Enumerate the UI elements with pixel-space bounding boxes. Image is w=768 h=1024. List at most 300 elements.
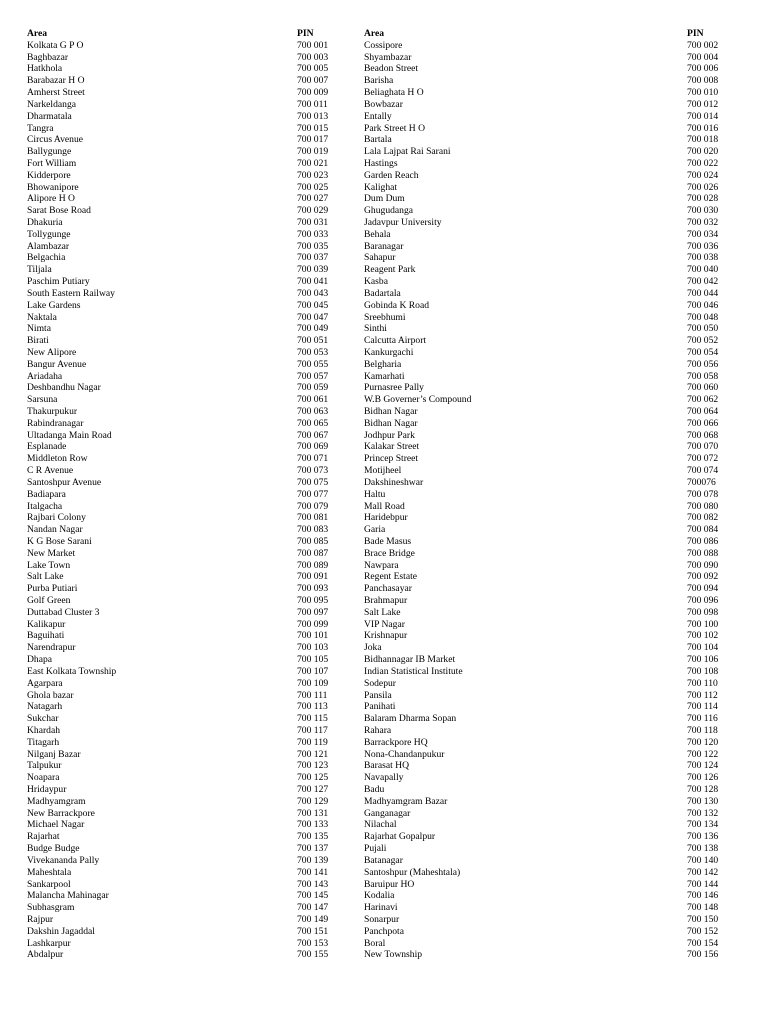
area-name: Shyambazar [364, 51, 412, 63]
area-name: Indian Statistical Institute [364, 665, 463, 677]
pin-code: 700 146 [687, 890, 719, 902]
pin-code: 700 081 [297, 512, 329, 524]
area-name: Barrackpore HQ [364, 736, 428, 748]
area-name: VIP Nagar [364, 618, 405, 630]
pin-code: 700 100 [687, 618, 719, 630]
table-row [27, 678, 337, 690]
table-row [27, 619, 337, 631]
pin-code: 700 066 [687, 417, 719, 429]
area-name: Bartala [364, 134, 392, 146]
area-name: Bidhannagar IB Market [364, 654, 456, 666]
pin-code: 700 093 [297, 583, 329, 595]
pin-code: 700 047 [297, 311, 329, 323]
table-row [27, 193, 337, 205]
table-row [27, 548, 337, 560]
pin-code: 700 039 [297, 264, 329, 276]
area-name: Amherst Street [27, 87, 85, 99]
area-name: Jodhpur Park [364, 429, 415, 441]
pin-code: 700 041 [297, 276, 329, 288]
table-row [27, 441, 337, 453]
table-row [27, 654, 337, 666]
table-row [27, 170, 337, 182]
pin-code: 700 038 [687, 252, 719, 264]
area-name: Badiapara [27, 488, 66, 500]
table-row [364, 571, 721, 583]
table-row [364, 394, 721, 406]
table-row [364, 654, 721, 666]
area-name: Rajarhat [27, 831, 60, 843]
pin-code: 700 118 [687, 724, 718, 736]
table-row [27, 394, 337, 406]
area-name: Sonarpur [364, 913, 400, 925]
table-row [27, 524, 337, 536]
table-row [27, 134, 337, 146]
area-name: Subhasgram [27, 902, 75, 914]
area-header: Area [27, 28, 48, 39]
area-name: Sukchar [27, 713, 59, 725]
pin-code: 700 019 [297, 146, 329, 158]
table-row [27, 536, 337, 548]
table-row [364, 430, 721, 442]
area-name: Brahmapur [364, 595, 408, 606]
pin-code: 700 155 [297, 949, 329, 961]
table-row [27, 808, 337, 820]
pin-code: 700 054 [687, 346, 719, 358]
area-name: Nilachal [364, 819, 397, 831]
area-name: Michael Nagar [27, 819, 85, 831]
table-row [27, 760, 337, 772]
pin-code: 700 121 [297, 748, 329, 760]
pin-code: 700 049 [297, 323, 329, 335]
table-row [27, 595, 337, 607]
pin-code: 700 134 [687, 819, 719, 831]
table-row [364, 52, 721, 64]
area-name: Baguihati [27, 630, 65, 642]
table-row [27, 902, 337, 914]
pin-code: 700 025 [297, 181, 329, 193]
table-row [364, 205, 721, 217]
table-row [27, 784, 337, 796]
pin-code: 700 032 [687, 217, 719, 228]
pin-code: 700 096 [687, 595, 719, 606]
area-name: Rahara [364, 724, 392, 736]
table-row [27, 312, 337, 324]
pin-code: 700 133 [297, 819, 329, 831]
area-name: Baranagar [364, 240, 404, 252]
pin-code: 700 148 [687, 902, 719, 914]
pin-code: 700 141 [297, 866, 329, 878]
pin-code: 700 021 [297, 157, 329, 169]
pin-code: 700 130 [687, 795, 719, 807]
area-name: Ultadanga Main Road [27, 429, 112, 441]
pin-code: 700 087 [297, 547, 329, 559]
pin-code: 700 024 [687, 169, 719, 181]
table-row [27, 111, 337, 123]
pin-code: 700 067 [297, 429, 329, 441]
pin-code: 700 011 [297, 98, 328, 110]
area-name: Fort William [27, 157, 77, 169]
pin-code: 700 050 [687, 323, 719, 335]
table-row [364, 63, 721, 75]
area-name: Dakshineshwar [364, 476, 424, 488]
table-row [364, 583, 721, 595]
table-row [364, 465, 721, 477]
area-name: Motijheel [364, 465, 402, 477]
area-name: Park Street H O [364, 122, 426, 134]
area-name: Sreebhumi [364, 311, 406, 323]
pin-code: 700 116 [687, 713, 718, 725]
area-name: Ghugudanga [364, 205, 414, 217]
table-row [27, 146, 337, 158]
pin-code: 700 151 [297, 925, 329, 937]
pin-code: 700 005 [297, 63, 329, 75]
table-row [364, 938, 721, 950]
area-name: Kalighat [364, 181, 398, 193]
table-row [27, 583, 337, 595]
pin-code: 700 109 [297, 677, 329, 689]
pin-code: 700 027 [297, 193, 329, 205]
table-row [364, 642, 721, 654]
table-row [27, 477, 337, 489]
pin-code: 700 034 [687, 228, 719, 240]
table-row [27, 949, 337, 961]
pin-code: 700 132 [687, 807, 719, 819]
area-name: Kidderpore [27, 169, 71, 181]
table-row [27, 701, 337, 713]
area-name: Barasat HQ [364, 760, 410, 772]
pin-code: 700 154 [687, 937, 719, 949]
table-row [364, 737, 721, 749]
pin-code: 700 075 [297, 476, 329, 488]
pin-code: 700 115 [297, 713, 328, 725]
area-header: Area [364, 28, 385, 39]
table-row [27, 241, 337, 253]
pin-code: 700 123 [297, 760, 329, 772]
pin-code: 700 010 [687, 87, 719, 99]
pin-code: 700 131 [297, 807, 329, 819]
pin-code: 700 071 [297, 453, 329, 465]
pin-code: 700 125 [297, 772, 329, 784]
table-row [27, 229, 337, 241]
area-name: Madhyamgram [27, 795, 86, 807]
area-name: Italgacha [27, 500, 63, 512]
table-row [364, 241, 721, 253]
pin-code: 700 107 [297, 665, 329, 677]
table-row [27, 607, 337, 619]
table-row [27, 323, 337, 335]
table-row [27, 217, 337, 229]
table-row [364, 134, 721, 146]
area-name: Alambazar [27, 240, 70, 252]
area-name: Dhapa [27, 654, 53, 666]
area-name: Belgachia [27, 252, 66, 264]
table-row [364, 418, 721, 430]
area-name: W.B Governer’s Compound [364, 394, 472, 406]
pin-code: 700 062 [687, 394, 719, 406]
table-row [364, 690, 721, 702]
area-name: Kamarhati [364, 370, 405, 382]
pin-code: 700 028 [687, 193, 719, 205]
area-name: Sarat Bose Road [27, 205, 91, 217]
table-row [27, 938, 337, 950]
pin-code: 700 026 [687, 181, 719, 193]
pin-code: 700 053 [297, 346, 329, 358]
pin-code: 700 013 [297, 110, 329, 122]
area-name: Rajpur [27, 913, 54, 925]
table-row [364, 252, 721, 264]
table-row [27, 371, 337, 383]
pin-code: 700 017 [297, 134, 329, 146]
pin-code: 700 061 [297, 394, 329, 406]
pin-code: 700 014 [687, 110, 719, 122]
table-row [27, 819, 337, 831]
area-name: Alipore H O [27, 193, 75, 205]
pin-code: 700 006 [687, 63, 719, 75]
pin-code: 700 070 [687, 441, 719, 453]
table-row [364, 217, 721, 229]
pin-code: 700 099 [297, 618, 329, 630]
area-name: Behala [364, 228, 391, 240]
area-name: Princep Street [364, 453, 419, 465]
table-row [364, 678, 721, 690]
table-row [364, 926, 721, 938]
table-row [364, 300, 721, 312]
table-row [364, 760, 721, 772]
pin-code: 700 036 [687, 240, 719, 252]
table-row [27, 560, 337, 572]
area-name: Esplanade [27, 441, 67, 453]
table-row [27, 713, 337, 725]
pin-code: 700 086 [687, 535, 719, 547]
area-name: Calcutta Airport [364, 335, 427, 347]
table-row [364, 276, 721, 288]
area-name: Brace Bridge [364, 547, 415, 559]
pin-code: 700 143 [297, 878, 329, 890]
pin-code: 700 144 [687, 878, 719, 890]
table-row [364, 40, 721, 52]
area-name: Lala Lajpat Rai Sarani [364, 146, 451, 158]
pin-code: 700 077 [297, 488, 329, 500]
table-row [27, 453, 337, 465]
area-name: Beliaghata H O [364, 87, 424, 99]
area-name: Bhowanipore [27, 181, 79, 193]
area-name: Sahapur [364, 252, 396, 264]
area-name: Jadavpur University [364, 217, 442, 228]
table-row [364, 855, 721, 867]
pin-code: 700 068 [687, 429, 719, 441]
table-row [364, 158, 721, 170]
table-row [27, 182, 337, 194]
pin-code: 700 091 [297, 571, 329, 583]
area-name: Tangra [27, 122, 54, 134]
table-row [27, 737, 337, 749]
area-name: South Eastern Railway [27, 287, 115, 299]
table-row [27, 855, 337, 867]
table-row [364, 123, 721, 135]
area-name: Panchpota [364, 925, 404, 937]
area-name: New Market [27, 547, 76, 559]
table-row [27, 382, 337, 394]
table-row [364, 193, 721, 205]
area-name: Haridebpur [364, 512, 408, 524]
area-name: Vivekananda Pally [27, 854, 100, 866]
area-name: Abdalpur [27, 949, 64, 961]
pin-code: 700 073 [297, 465, 329, 477]
table-row [364, 831, 721, 843]
area-name: Panihati [364, 701, 396, 713]
area-name: Balaram Dharma Sopan [364, 713, 457, 725]
area-name: Badartala [364, 287, 401, 299]
area-name: Dhakuria [27, 217, 63, 228]
area-name: Dum Dum [364, 193, 405, 205]
area-name: Rabindranagar [27, 417, 84, 429]
area-name: Kalakar Street [364, 441, 420, 453]
table-row [27, 205, 337, 217]
area-name: New Township [364, 949, 423, 961]
area-name: Navapally [364, 772, 404, 784]
pin-code: 700 149 [297, 913, 329, 925]
area-name: Lake Gardens [27, 299, 81, 311]
right-column [364, 28, 721, 961]
pin-code: 700 083 [297, 524, 329, 536]
table-row [27, 158, 337, 170]
pin-code: 700 110 [687, 677, 718, 689]
area-name: Malancha Mahinagar [27, 890, 109, 902]
pin-header: PIN [687, 28, 704, 39]
area-name: Titagarh [27, 736, 60, 748]
area-name: Santoshpur (Maheshtala) [364, 866, 461, 878]
area-name: Nimta [27, 323, 51, 335]
table-row [364, 595, 721, 607]
area-name: Hatkhola [27, 63, 63, 75]
pin-code: 700 059 [297, 382, 329, 394]
area-name: Sankarpool [27, 878, 71, 890]
table-row [364, 111, 721, 123]
area-name: Baruipur HO [364, 878, 415, 890]
table-row [364, 406, 721, 418]
area-name: Kasba [364, 276, 388, 288]
pin-code: 700 042 [687, 276, 719, 288]
pin-code: 700 150 [687, 913, 719, 925]
table-row [27, 926, 337, 938]
area-name: Barisha [364, 75, 394, 87]
area-name: Paschim Putiary [27, 276, 90, 288]
area-name: Nona-Chandanpukur [364, 748, 445, 760]
pin-code: 700 137 [297, 843, 329, 855]
pin-code: 700 112 [687, 689, 718, 701]
table-row [364, 441, 721, 453]
table-row [27, 430, 337, 442]
area-name: Kalikapur [27, 618, 66, 630]
area-name: Bangur Avenue [27, 358, 87, 370]
area-name: Bade Masus [364, 535, 412, 547]
area-name: Deshbandhu Nagar [27, 382, 101, 394]
pin-code: 700 085 [297, 535, 329, 547]
table-row [364, 512, 721, 524]
table-row [364, 630, 721, 642]
area-name: Sarsuna [27, 394, 58, 406]
pin-code: 700 058 [687, 370, 719, 382]
table-row [27, 63, 337, 75]
pin-code: 700 097 [297, 606, 329, 618]
table-row [364, 619, 721, 631]
pin-code: 700 080 [687, 500, 719, 512]
area-name: Entally [364, 110, 392, 122]
table-row [364, 170, 721, 182]
area-name: Beadon Street [364, 63, 419, 75]
table-row [364, 867, 721, 879]
pin-code: 700 009 [297, 87, 329, 99]
area-name: Garia [364, 524, 386, 536]
area-name: Mall Road [364, 500, 405, 512]
pin-code: 700 156 [687, 949, 719, 961]
pin-code: 700 084 [687, 524, 719, 536]
table-row [364, 75, 721, 87]
pin-code: 700 114 [687, 701, 718, 713]
table-row [364, 501, 721, 513]
pin-code: 700 046 [687, 299, 719, 311]
pin-code: 700 117 [297, 724, 328, 736]
left-column [27, 28, 337, 961]
pin-code: 700 122 [687, 748, 719, 760]
area-name: K G Bose Sarani [27, 535, 92, 547]
table-row [364, 725, 721, 737]
pin-code: 700 044 [687, 287, 719, 299]
pin-code: 700 088 [687, 547, 719, 559]
table-row [27, 571, 337, 583]
area-name: Maheshtala [27, 866, 72, 878]
pin-code: 700 082 [687, 512, 719, 524]
table-row [364, 489, 721, 501]
table-row [364, 843, 721, 855]
table-row [364, 808, 721, 820]
area-name: Boral [364, 937, 386, 949]
pin-code: 700 022 [687, 157, 719, 169]
table-row [27, 831, 337, 843]
table-row [364, 890, 721, 902]
area-name: Kolkata G P O [27, 39, 84, 51]
area-name: Gobinda K Road [364, 299, 430, 311]
table-row [364, 713, 721, 725]
pin-code: 700 140 [687, 854, 719, 866]
table-row [27, 512, 337, 524]
area-name: Lake Town [27, 559, 71, 571]
area-name: Nawpara [364, 559, 399, 571]
area-name: Sodepur [364, 677, 396, 689]
area-name: Kankurgachi [364, 346, 414, 358]
table-row [364, 819, 721, 831]
pin-code: 700 052 [687, 335, 719, 347]
table-row [27, 890, 337, 902]
area-name: Ghola bazar [27, 689, 74, 701]
table-row [364, 371, 721, 383]
table-row [27, 335, 337, 347]
area-name: Rajarhat Gopalpur [364, 831, 436, 843]
pin-code: 700 078 [687, 488, 719, 500]
pin-code: 700 037 [297, 252, 329, 264]
pin-code: 700 089 [297, 559, 329, 571]
pin-code: 700 023 [297, 169, 329, 181]
table-row [364, 548, 721, 560]
table-row [27, 40, 337, 52]
pin-code: 700 051 [297, 335, 329, 347]
table-row [27, 725, 337, 737]
area-name: Kodalia [364, 890, 395, 902]
pin-code: 700 008 [687, 75, 719, 87]
area-name: Bidhan Nagar [364, 406, 418, 417]
pin-code: 700 142 [687, 866, 719, 878]
area-name: Batanagar [364, 854, 403, 866]
